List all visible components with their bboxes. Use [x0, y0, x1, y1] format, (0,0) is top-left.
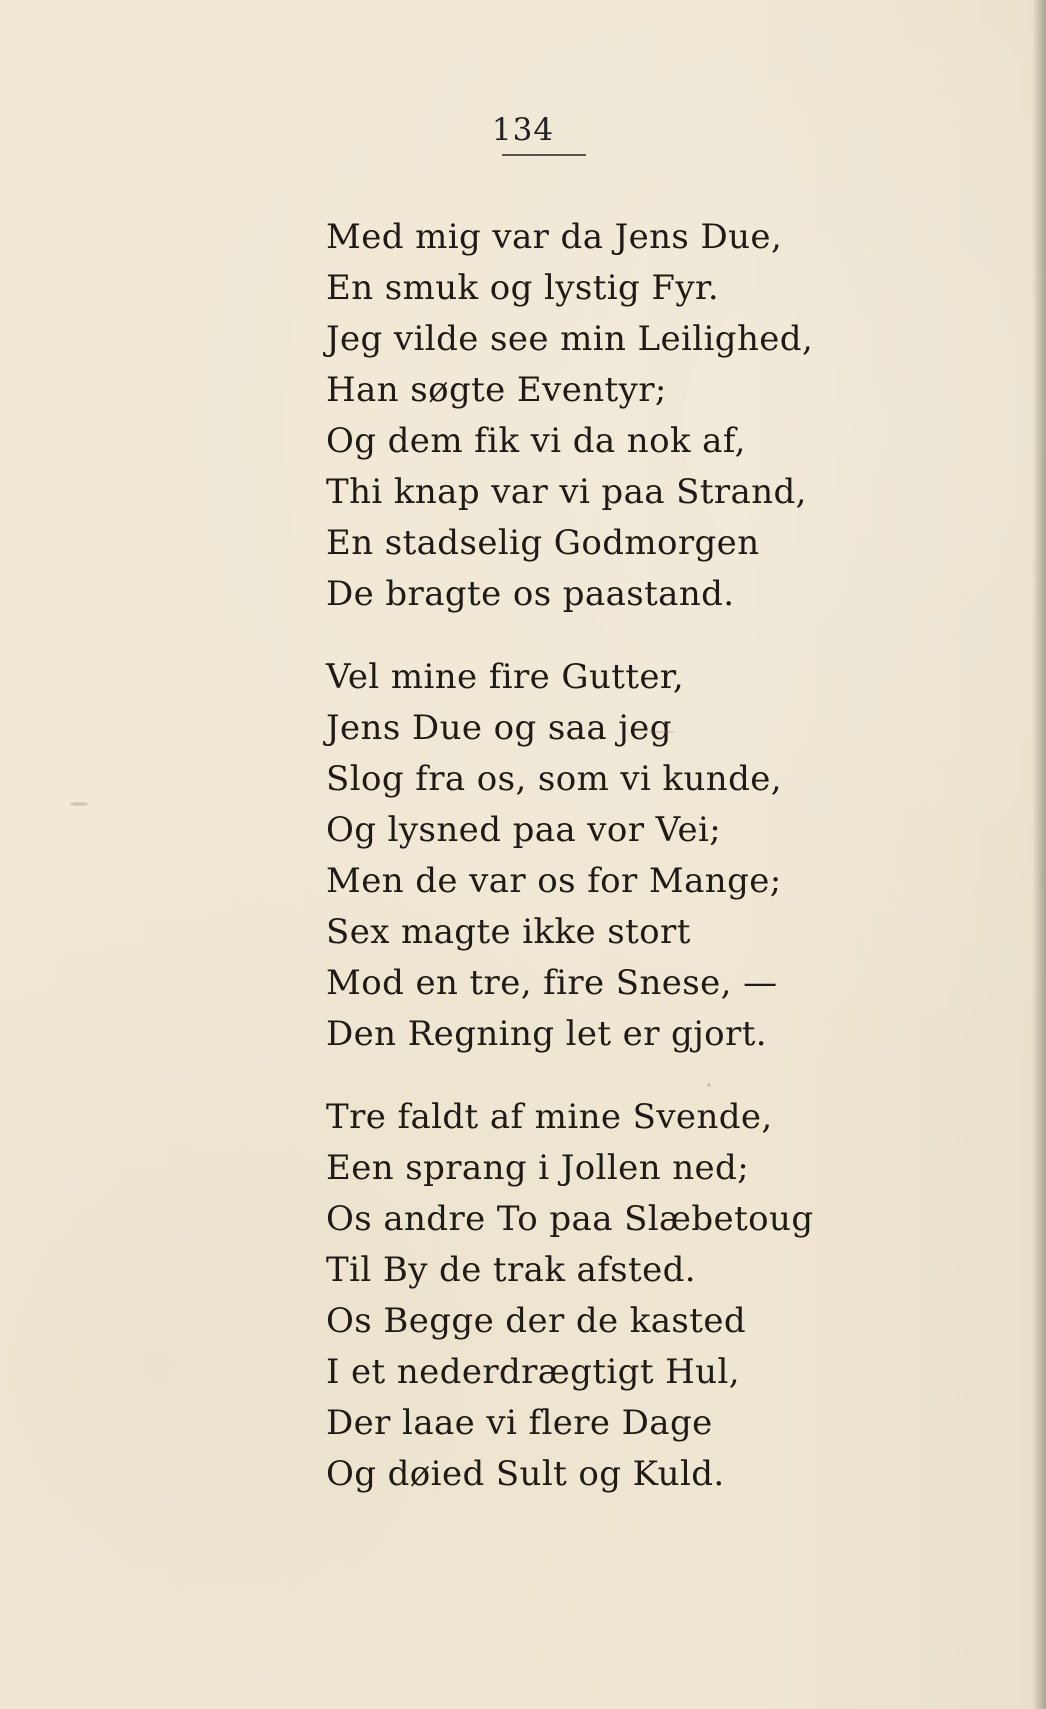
poem-line: Os Begge der de kasted	[326, 1301, 747, 1341]
poem-line: Slog fra os, som vi kunde,	[326, 759, 783, 799]
poem-line: Med mig var da Jens Due,	[326, 217, 783, 257]
poem-line: Een sprang i Jollen ned;	[326, 1148, 750, 1188]
poem-line: Der laae vi flere Dage	[326, 1403, 713, 1443]
poem-line: Til By de trak afsted.	[326, 1250, 696, 1290]
poem-line: I et nederdrægtigt Hul,	[326, 1352, 740, 1392]
poem-line: Sex magte ikke stort	[326, 912, 691, 952]
page-edge-shadow	[1032, 0, 1046, 1709]
poem-line: Os andre To paa Slæbetoug	[326, 1199, 814, 1239]
poem-line: Og lysned paa vor Vei;	[326, 810, 722, 850]
poem-line: Men de var os for Mange;	[326, 861, 782, 901]
poem-line: Mod en tre, fire Snese, —	[326, 963, 778, 1003]
poem-line: En smuk og lystig Fyr.	[326, 268, 720, 308]
poem-line: Og dem fik vi da nok af,	[326, 421, 746, 461]
poem-line: Tre faldt af mine Svende,	[326, 1097, 773, 1137]
paper-mark	[707, 1083, 711, 1087]
poem-line: Han søgte Eventyr;	[326, 370, 667, 410]
poem-line: De bragte os paastand.	[326, 574, 735, 614]
poem-line: Jens Due og saa jeg	[326, 708, 672, 748]
poem-line: Den Regning let er gjort.	[326, 1014, 767, 1054]
page-number-rule	[502, 154, 586, 156]
poem-line: Jeg vilde see min Leilighed,	[326, 319, 814, 359]
paper-mark	[70, 802, 88, 806]
paper-mark	[648, 731, 676, 733]
poem-line: Thi knap var vi paa Strand,	[326, 472, 807, 512]
poem-line: Og døied Sult og Kuld.	[326, 1454, 725, 1494]
poem-line: Vel mine fire Gutter,	[326, 657, 685, 697]
poem-line: En stadselig Godmorgen	[326, 523, 760, 563]
stanza-1	[326, 212, 846, 620]
stanza-3	[326, 1092, 846, 1500]
page-number: 134	[491, 112, 555, 148]
poem	[326, 212, 846, 1500]
stanza-2	[326, 652, 846, 1060]
